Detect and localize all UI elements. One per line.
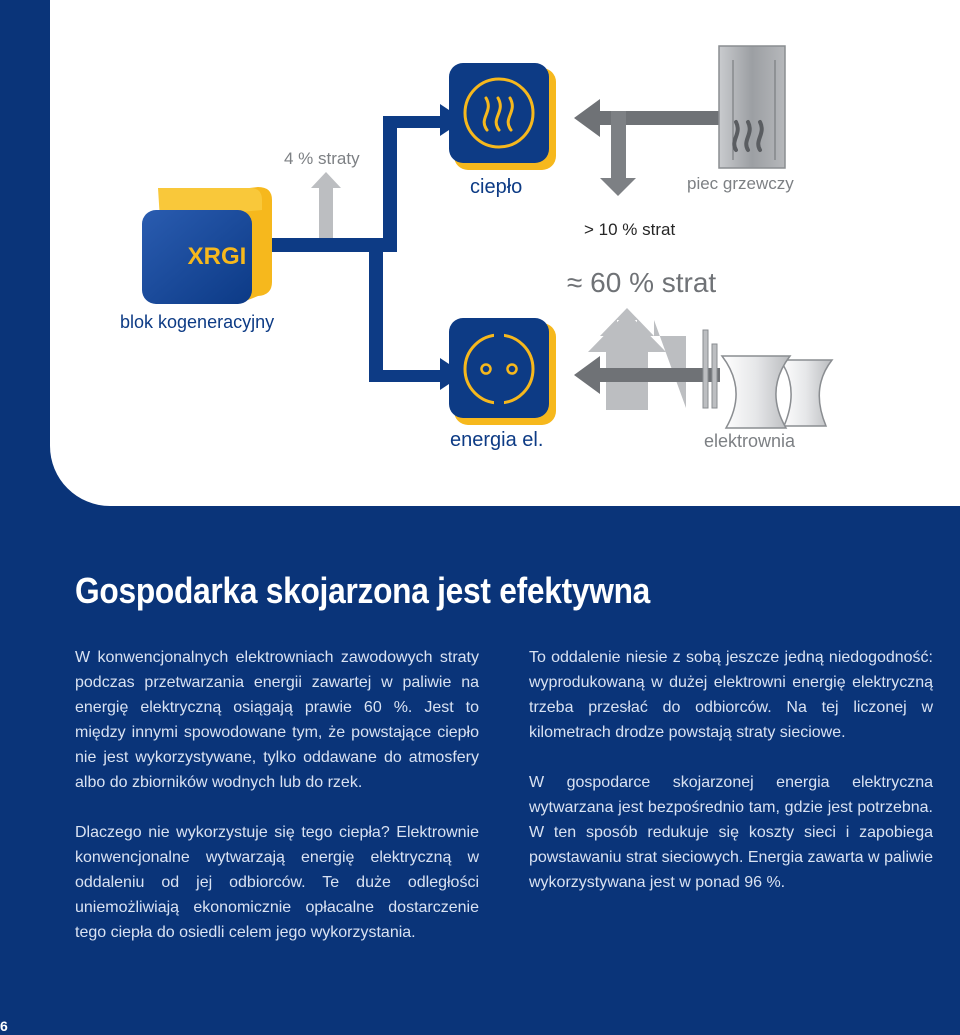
losses-10-label: > 10 % strat: [584, 220, 676, 239]
paragraph: To oddalenie niesie z sobą jeszcze jedną niedogodność: wyprodukowaną w dużej elektrowni energię elektryczną trzeba przesłać do odbiorców. Na tej liczonej w kilometrach drodze powstają straty sieciowe.: [529, 649, 933, 741]
paragraph: W gospodarce skojarzonej energia elektryczna wytwarzana jest bezpośrednio tam, gdzie jest potrzebna. W ten sposób redukuje się koszty sieci i zapobiega powstawaniu strat sieciowych. Energia zawarta w paliwie wykorzystywana jest w ponad 96 %.: [529, 774, 933, 891]
page-number: 6: [0, 1018, 8, 1034]
losses-10-arrow: [600, 118, 636, 196]
approx-symbol: ≈: [567, 267, 583, 298]
losses-4-arrow: [311, 172, 341, 242]
chp-unit-label: blok kogeneracyjny: [120, 312, 275, 332]
right-column: [529, 645, 933, 920]
power-plant-icon: [703, 330, 832, 428]
xrgi-logo-text: XRGI: [187, 243, 247, 270]
losses-60-label: [567, 269, 716, 297]
paragraph: Dlaczego nie wykorzystuje się tego ciepła? Elektrownie konwencjonalne wytwarzają energię elektryczną w oddaleniu od jej odbiorców. Te duże odległości uniemożliwiają ekonomicznie opłacalne dostarczenie tego ciepła do osiedli celem jego wykorzystania.: [75, 824, 479, 941]
furnace-icon: [719, 46, 785, 168]
furnace-heat-arrow: [574, 99, 720, 137]
furnace-label: piec grzewczy: [687, 174, 794, 193]
heat-icon: [449, 63, 556, 170]
paragraph: W konwencjonalnych elektrowniach zawodowych straty podczas przetwarzania energii zawartej w paliwie na energię elektryczną osiągają prawie 60 %. Jest to między innymi spowodowane tym, że powstające ciepło nie jest wykorzystywane, tylko oddawane do atmosfery albo do zbiorników wodnych lub do rzek.: [75, 649, 479, 791]
electricity-socket-icon: [449, 318, 556, 425]
chp-unit-icon: [142, 187, 272, 304]
losses-4-label: 4 % straty: [284, 149, 360, 168]
electricity-label: energia el.: [450, 429, 544, 451]
losses-60-text: 60 % strat: [590, 267, 717, 298]
chp-electricity-arrow: [253, 238, 464, 390]
page-title: Gospodarka skojarzona jest efektywna: [75, 570, 651, 611]
heat-label: ciepło: [470, 176, 523, 198]
power-plant-label: elektrownia: [704, 431, 796, 451]
left-column: [75, 645, 479, 970]
